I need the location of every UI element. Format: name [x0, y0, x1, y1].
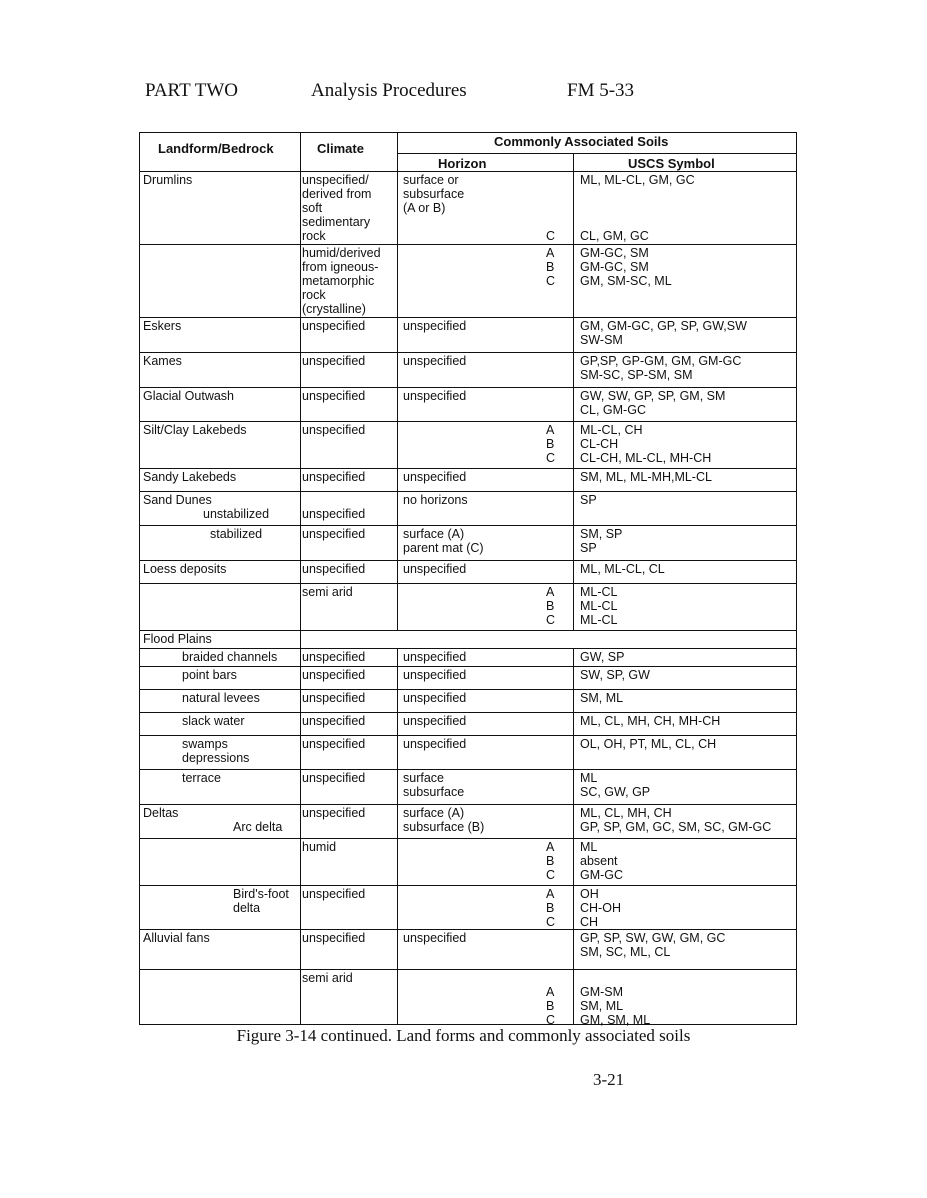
col-climate: Climate	[317, 141, 364, 156]
table-cell-us: GM-GC, SM GM-GC, SM GM, SM-SC, ML	[580, 246, 672, 288]
table-row	[140, 839, 796, 886]
table-cell-hz: unspecified	[403, 668, 467, 682]
table-cell-lf: Glacial Outwash	[143, 389, 235, 403]
table-cell-cl: semi arid	[302, 971, 353, 985]
table-cell-lfi: slack water	[182, 714, 245, 728]
table-cell-cl: unspecified	[302, 806, 366, 820]
table-row	[140, 492, 796, 526]
table-cell-cl: unspecified	[302, 887, 366, 901]
table-cell-us: GW, SW, GP, SP, GM, SM CL, GM-GC	[580, 389, 726, 417]
table-cell-lfi: swamps depressions	[182, 737, 250, 765]
table-row	[140, 667, 796, 690]
table-cell-cl: unspecified	[302, 319, 366, 333]
table-cell-us: ML, ML-CL, CL	[580, 562, 665, 576]
table-cell-lfi: braided channels	[182, 650, 278, 664]
table-cell-cl: unspecified	[302, 389, 366, 403]
table-cell-cl: unspecified	[302, 771, 366, 785]
table-cell-us: SM, ML	[580, 691, 624, 705]
table-cell-lfr4: Bird's-foot delta	[233, 887, 289, 915]
table-cell-hz: unspecified	[403, 354, 467, 368]
table-row	[140, 631, 796, 649]
table-cell-hz: unspecified	[403, 714, 467, 728]
col-horizon: Horizon	[438, 156, 487, 171]
table-cell-lf: Alluvial fans	[143, 931, 210, 945]
table-cell-lf: Loess deposits	[143, 562, 227, 576]
table-cell-cl: unspecified	[302, 527, 366, 541]
table-cell-abc: A B C	[546, 585, 556, 627]
table-cell-cl: unspecified	[302, 737, 366, 751]
table-cell-lf: Kames	[143, 354, 182, 368]
table-cell-cl: unspecified	[302, 691, 366, 705]
table-cell-cl: unspecified	[302, 650, 366, 664]
table-cell-us: GM-SM SM, ML GM, SM, ML	[580, 985, 651, 1027]
table-row	[140, 930, 796, 970]
table-row	[140, 713, 796, 736]
table-cell-cl: unspecified	[302, 562, 366, 576]
table-header	[140, 133, 796, 172]
table-cell-us: ML, CL, MH, CH GP, SP, GM, GC, SM, SC, GM-GC	[580, 806, 772, 834]
table-cell-cl: unspecified	[302, 423, 366, 437]
table-row	[140, 561, 796, 584]
table-cell-lfi: terrace	[182, 771, 221, 785]
table-cell-us: OH CH-OH CH	[580, 887, 621, 929]
table-row	[140, 245, 796, 318]
table-cell-abc: C	[546, 229, 556, 243]
table-cell-cl: humid	[302, 840, 337, 854]
table-cell-hz: no horizons	[403, 493, 468, 507]
table-cell-cl: unspecified/ derived from soft sedimentary rock	[302, 173, 372, 243]
table-row	[140, 649, 796, 667]
page-number: 3-21	[593, 1070, 625, 1089]
table-cell-hz: unspecified	[403, 319, 467, 333]
table-cell-abc: A B C	[546, 985, 556, 1027]
table-cell-us: ML, ML-CL, GM, GC	[580, 173, 695, 187]
table-cell-us: SM, SP SP	[580, 527, 623, 555]
table-cell-us: GM, GM-GC, GP, SP, GW,SW SW-SM	[580, 319, 747, 347]
table-row	[140, 886, 796, 930]
table-cell-lf: Sandy Lakebeds	[143, 470, 237, 484]
table-cell-us: ML-CL, CH CL-CH CL-CH, ML-CL, MH-CH	[580, 423, 712, 465]
table-cell-us: ML-CL ML-CL ML-CL	[580, 585, 618, 627]
table-cell-cl: unspecified	[302, 931, 366, 945]
table-cell-cl: humid/derived from igneous- metamorphic rock (crystalline)	[302, 246, 381, 316]
table-cell-us: OL, OH, PT, ML, CL, CH	[580, 737, 717, 751]
table-row	[140, 690, 796, 713]
table-cell-hz: unspecified	[403, 470, 467, 484]
table-cell-hz: surface or subsurface (A or B)	[403, 173, 465, 215]
table-row	[140, 970, 796, 1027]
table-row	[140, 422, 796, 469]
table-cell-hz: unspecified	[403, 691, 467, 705]
table-body	[140, 172, 796, 1027]
table-cell-us: ML SC, GW, GP	[580, 771, 651, 799]
table-cell-abc: A B C	[546, 246, 556, 288]
table-cell-cl: semi arid	[302, 585, 353, 599]
table-cell-hz: surface (A) subsurface (B)	[403, 806, 485, 834]
table-cell-us: SM, ML, ML-MH,ML-CL	[580, 470, 712, 484]
table-cell-us: SW, SP, GW	[580, 668, 650, 682]
table-cell-us: GP,SP, GP-GM, GM, GM-GC SM-SC, SP-SM, SM	[580, 354, 742, 382]
header-part: PART TWO	[145, 80, 239, 101]
table-cell-abc: A B C	[546, 840, 556, 882]
table-row	[140, 469, 796, 492]
figure-caption: Figure 3-14 continued. Land forms and commonly associated soils	[236, 1026, 691, 1045]
soils-table	[139, 132, 797, 1025]
table-cell-cl: unspecified	[302, 507, 366, 521]
table-cell-abc: A B C	[546, 887, 556, 929]
table-cell-lfi: point bars	[182, 668, 237, 682]
header-manual: FM 5-33	[567, 80, 635, 101]
table-cell-lfi: natural levees	[182, 691, 260, 705]
table-cell-cl: unspecified	[302, 668, 366, 682]
table-cell-lf: Silt/Clay Lakebeds	[143, 423, 247, 437]
table-cell-lf: Eskers	[143, 319, 182, 333]
table-row	[140, 526, 796, 561]
table-row	[140, 318, 796, 353]
col-landform: Landform/Bedrock	[158, 141, 274, 156]
col-soils: Commonly Associated Soils	[494, 134, 669, 149]
table-row	[140, 388, 796, 422]
table-cell-lfr: unstabilized	[203, 507, 270, 521]
table-cell-us: ML absent GM-GC	[580, 840, 624, 882]
table-cell-lfr2: stabilized	[210, 527, 263, 541]
table-cell-hz: surface (A) parent mat (C)	[403, 527, 484, 555]
table-row	[140, 805, 796, 839]
table-row	[140, 736, 796, 770]
table-cell-us: ML, CL, MH, CH, MH-CH	[580, 714, 721, 728]
table-row	[140, 770, 796, 805]
table-cell-lf: Deltas	[143, 806, 179, 820]
col-uscs: USCS Symbol	[628, 156, 715, 171]
table-cell-lfr3: Arc delta	[233, 820, 283, 834]
table-cell-hz: unspecified	[403, 650, 467, 664]
table-cell-lf: Drumlins	[143, 173, 193, 187]
table-cell-us: GP, SP, SW, GW, GM, GC SM, SC, ML, CL	[580, 931, 726, 959]
table-row	[140, 584, 796, 631]
table-cell-cl: unspecified	[302, 714, 366, 728]
table-cell-us: GW, SP	[580, 650, 625, 664]
table-cell-hz: unspecified	[403, 737, 467, 751]
table-cell-hz: unspecified	[403, 562, 467, 576]
header-section: Analysis Procedures	[311, 80, 467, 101]
table-cell-cl: unspecified	[302, 470, 366, 484]
table-cell-us2: CL, GM, GC	[580, 229, 649, 243]
table-row	[140, 172, 796, 245]
table-cell-cl: unspecified	[302, 354, 366, 368]
table-cell-hz: unspecified	[403, 931, 467, 945]
table-cell-abc: A B C	[546, 423, 556, 465]
table-cell-hz: unspecified	[403, 389, 467, 403]
table-cell-lf: Flood Plains	[143, 632, 212, 646]
table-cell-us: SP	[580, 493, 597, 507]
table-cell-lf: Sand Dunes	[143, 493, 212, 507]
table-cell-hz: surface subsurface	[403, 771, 465, 799]
table-row	[140, 353, 796, 388]
